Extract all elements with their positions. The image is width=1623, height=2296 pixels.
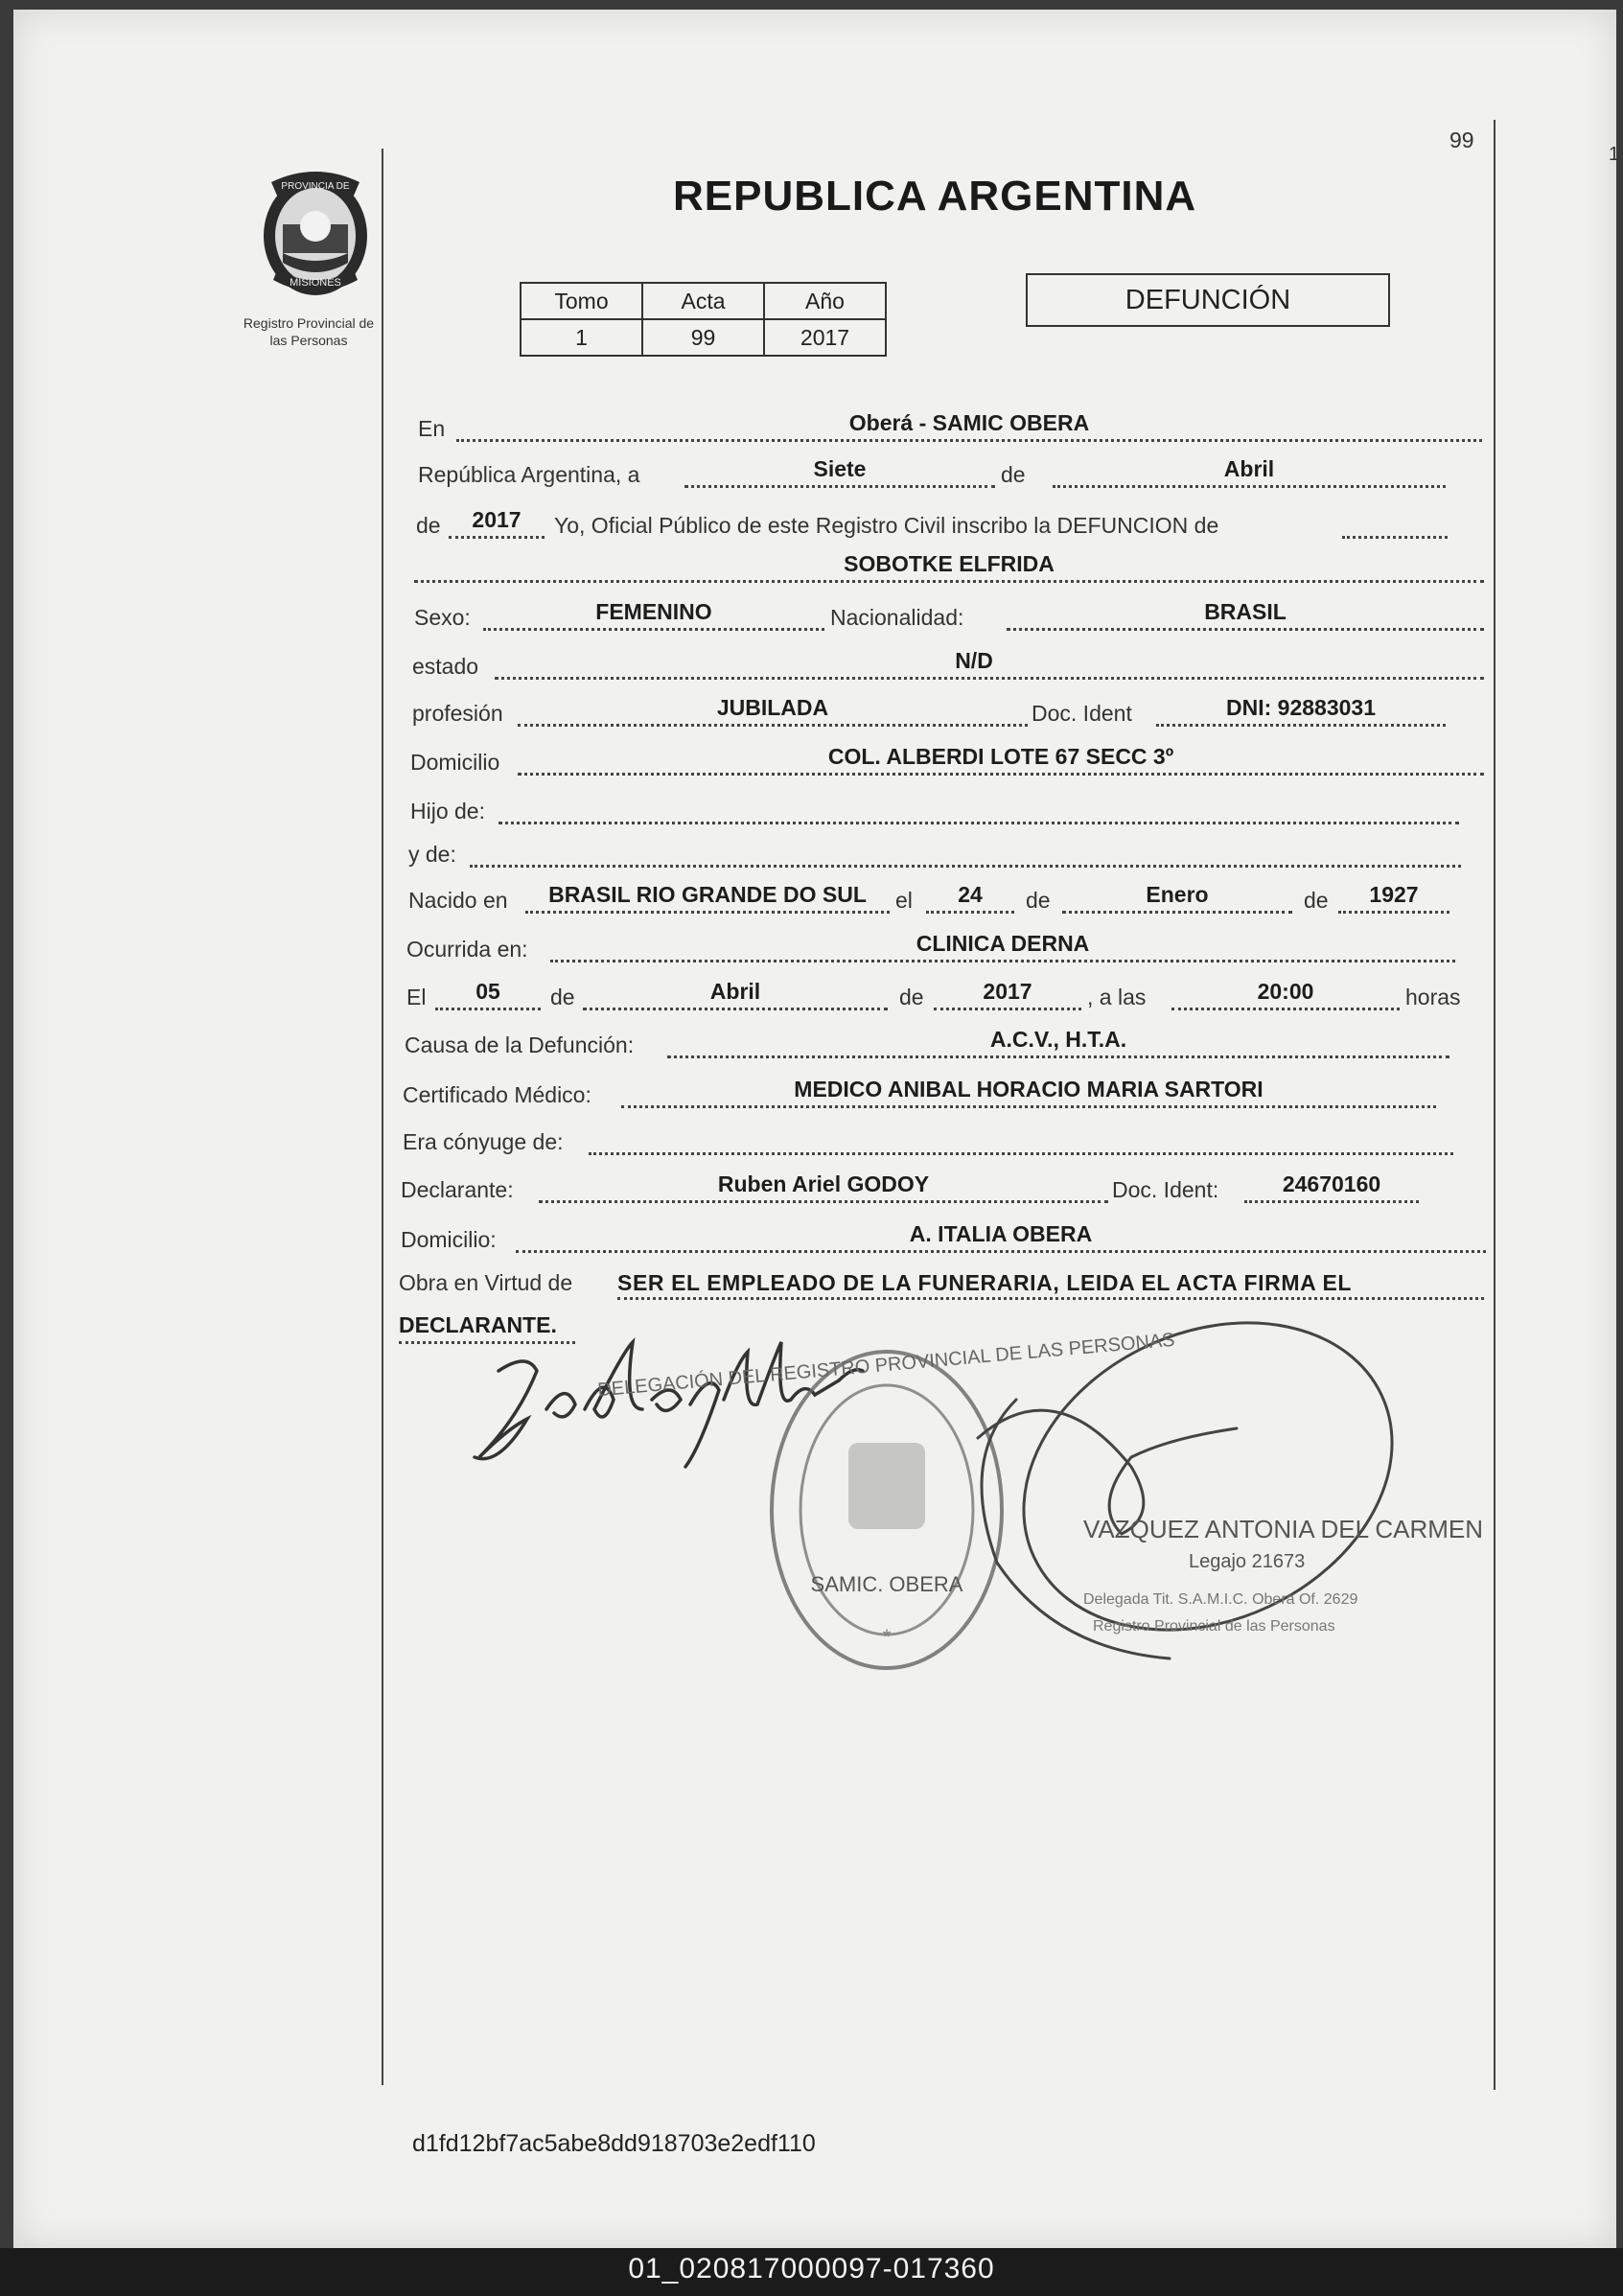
dotted-line (498, 822, 1459, 824)
dotted-line (1053, 485, 1446, 488)
label-a-las: , a las (1087, 985, 1147, 1009)
svg-text:PROVINCIA DE: PROVINCIA DE (281, 181, 350, 192)
value-ocurrida-en: CLINICA DERNA (916, 931, 1090, 956)
page-number: 99 (1449, 128, 1474, 152)
left-margin-line (382, 149, 383, 2085)
value-lugar: Oberá - SAMIC OBERA (848, 410, 1090, 435)
official-name: VAZQUEZ ANTONIA DEL CARMEN (1083, 1515, 1484, 1543)
value-declarante-domicilio: A. ITALIA OBERA (909, 1221, 1093, 1246)
right-margin-line (1494, 120, 1495, 2090)
page-edge-mark: 1 (1609, 144, 1620, 165)
dotted-line (483, 628, 824, 631)
label-inscribo: Yo, Oficial Público de este Registro Civil inscribo la DEFUNCION de (554, 513, 1219, 538)
dotted-line (470, 865, 1461, 868)
label-nacionalidad: Nacionalidad: (830, 605, 964, 630)
label-en: En (418, 416, 446, 441)
label-de: de (550, 985, 575, 1009)
dotted-line (1244, 1200, 1419, 1203)
dotted-line (589, 1152, 1453, 1155)
official-registro: Registro Provincial de las Personas (1093, 1618, 1335, 1635)
label-de: de (1001, 462, 1026, 487)
label-republica: República Argentina, a (418, 462, 640, 487)
value-def-dia: 05 (475, 979, 500, 1004)
value-nac-mes: Enero (1146, 882, 1209, 907)
registry-seal-icon (772, 1352, 1002, 1668)
label-estado: estado (412, 654, 479, 679)
label-causa: Causa de la Defunción: (405, 1032, 635, 1057)
dotted-line (518, 724, 1028, 727)
dotted-line (621, 1105, 1436, 1108)
label-doc-ident: Doc. Ident (1032, 701, 1132, 726)
dotted-line (414, 580, 1484, 583)
label-de: de (899, 985, 924, 1009)
dotted-line (550, 960, 1455, 962)
dotted-line (539, 1200, 1108, 1203)
svg-text:*: * (882, 1625, 892, 1649)
dotted-line (583, 1008, 888, 1010)
value-def-anio: 2017 (983, 979, 1032, 1004)
document-hash: d1fd12bf7ac5abe8dd918703e2edf110 (412, 2130, 816, 2157)
label-nacido-en: Nacido en (408, 888, 508, 913)
tomo-value: 1 (521, 319, 642, 356)
dotted-line (1171, 1008, 1400, 1010)
dotted-line (456, 439, 1482, 442)
registry-name-line1: Registro Provincial de (243, 315, 375, 331)
dotted-line (516, 1250, 1486, 1253)
dotted-line (1156, 724, 1446, 727)
page-title: REPUBLICA ARGENTINA (673, 173, 1197, 220)
seal-inner-text: SAMIC. OBERA (810, 1572, 963, 1596)
value-domicilio: COL. ALBERDI LOTE 67 SECC 3º (827, 744, 1174, 769)
dotted-line (934, 1008, 1081, 1010)
label-doc-ident-declarante: Doc. Ident: (1112, 1177, 1219, 1202)
label-el-mayus: El (406, 985, 427, 1009)
dotted-line (617, 1297, 1484, 1300)
label-de: de (1026, 888, 1051, 913)
dotted-line (1338, 911, 1449, 914)
record-type-box: DEFUNCIÓN (1026, 273, 1390, 327)
value-causa: A.C.V., H.T.A. (989, 1027, 1127, 1052)
value-mes: Abril (1223, 456, 1275, 481)
value-nacionalidad: BRASIL (1204, 599, 1287, 624)
label-certificado: Certificado Médico: (403, 1082, 591, 1107)
registry-name (213, 314, 405, 349)
label-profesion: profesión (412, 701, 503, 726)
dotted-line (684, 485, 995, 488)
record-table (520, 282, 887, 357)
value-nac-dia: 24 (958, 882, 983, 907)
dotted-line (525, 911, 890, 914)
provincial-emblem-icon (254, 163, 377, 305)
acta-label: Acta (642, 283, 764, 319)
label-de-anio: de (416, 513, 441, 538)
dotted-line (1342, 536, 1448, 539)
tomo-label: Tomo (521, 283, 642, 319)
label-domicilio: Domicilio (410, 750, 500, 775)
anio-label: Año (764, 283, 886, 319)
value-nacido-en: BRASIL RIO GRANDE DO SUL (548, 882, 867, 907)
label-declarante: Declarante: (401, 1177, 514, 1202)
label-domicilio-declarante: Domicilio: (401, 1227, 497, 1252)
label-obra-en-virtud: Obra en Virtud de (399, 1270, 573, 1295)
footer-file-id: 01_020817000097-017360 (628, 2253, 995, 2284)
value-hora: 20:00 (1257, 979, 1314, 1004)
value-dia-letras: Siete (813, 456, 867, 481)
registry-name-line2: las Personas (269, 333, 348, 348)
dotted-line (926, 911, 1014, 914)
official-legajo: Legajo 21673 (1189, 1551, 1306, 1572)
label-conyuge: Era cónyuge de: (403, 1129, 564, 1154)
dotted-line (1062, 911, 1292, 914)
label-ocurrida-en: Ocurrida en: (406, 937, 528, 962)
value-sexo: FEMENINO (595, 599, 712, 624)
anio-value: 2017 (764, 319, 886, 356)
value-profesion: JUBILADA (716, 695, 829, 720)
value-declarante: Ruben Ariel GODOY (717, 1171, 930, 1196)
svg-text:MISIONES: MISIONES (290, 277, 341, 289)
label-sexo: Sexo: (414, 605, 471, 630)
label-de: de (1304, 888, 1329, 913)
label-hijo-de: Hijo de: (410, 799, 485, 823)
dotted-line (667, 1055, 1449, 1058)
dotted-line (518, 773, 1484, 776)
value-doc: DNI: 92883031 (1226, 695, 1376, 720)
dotted-line (435, 1008, 541, 1010)
value-obra-linea1: SER EL EMPLEADO DE LA FUNERARIA, LEIDA EL ACTA FIRMA EL (617, 1270, 1353, 1295)
official-cargo: Delegada Tit. S.A.M.I.C. Oberá Of. 2629 (1083, 1591, 1358, 1608)
value-def-mes: Abril (709, 979, 761, 1004)
dotted-line (1007, 628, 1484, 631)
value-nombre: SOBOTKE ELFRIDA (844, 551, 1055, 576)
value-certificado: MEDICO ANIBAL HORACIO MARIA SARTORI (794, 1077, 1264, 1102)
label-horas: horas (1405, 985, 1461, 1009)
value-estado: N/D (955, 648, 993, 673)
dotted-line (449, 536, 545, 539)
label-el: el (895, 888, 913, 913)
value-obra-linea2: DECLARANTE. (399, 1312, 557, 1337)
value-nac-anio: 1927 (1369, 882, 1419, 907)
seal-ring-text: DELEGACIÓN DEL REGISTRO PROVINCIAL DE LAS PERSONAS (596, 1329, 1176, 1402)
value-declarante-doc: 24670160 (1282, 1171, 1381, 1196)
value-anio: 2017 (472, 507, 522, 532)
dotted-line (495, 677, 1484, 680)
acta-value: 99 (642, 319, 764, 356)
label-y-de: y de: (408, 842, 456, 867)
